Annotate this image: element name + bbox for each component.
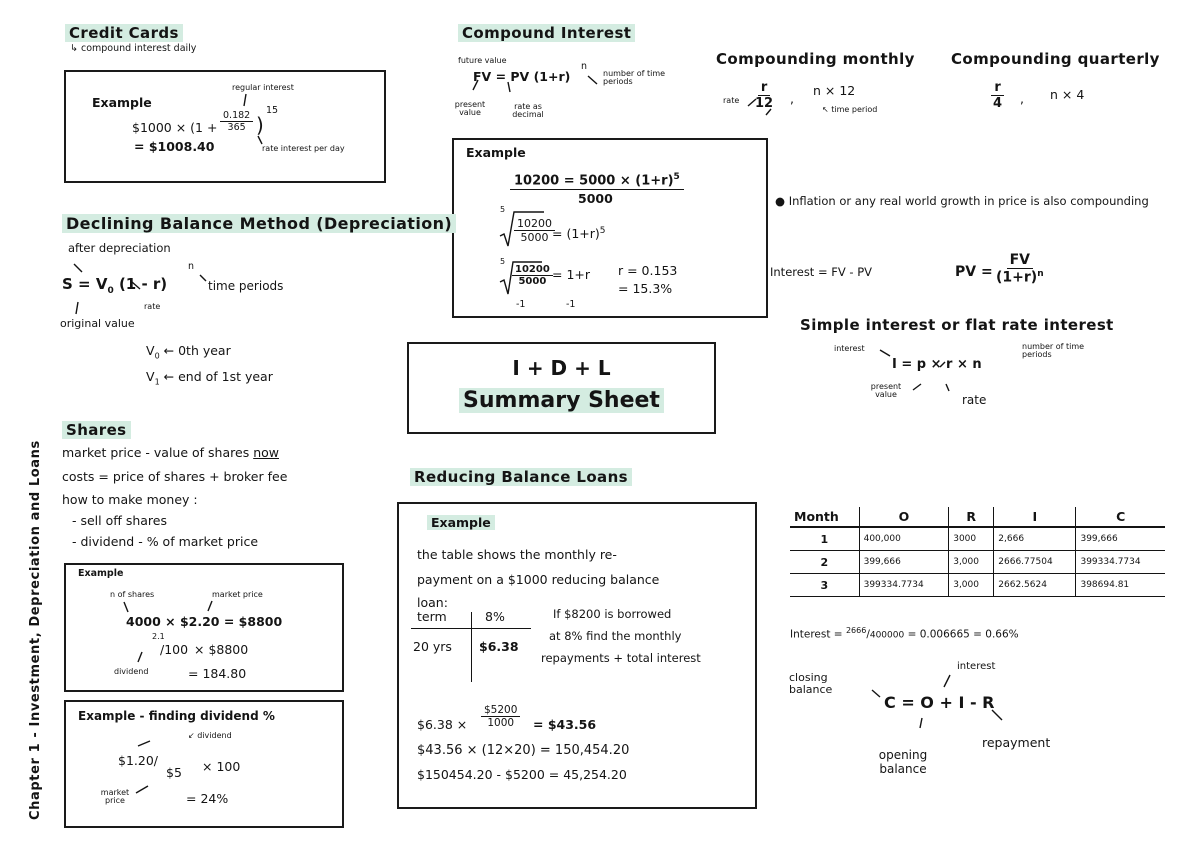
dividend-note: dividend [114,667,149,676]
loan-row-rate: $6.38 [479,639,519,654]
table-cell: 2,666 [994,527,1076,551]
table-cell: 3000 [949,527,994,551]
table-cell: 400,000 [859,527,949,551]
market-price-line: market price - value of shares now [62,445,279,460]
compound-heading: Compound Interest [458,24,635,42]
declining-formula: $S = V_0$ (1 - r) [62,275,168,296]
table-cell: 3,000 [949,574,994,597]
table-cell: 1 [790,527,859,551]
table-cell: 3 [790,574,859,597]
closing-formula: C = O + I - R [884,693,995,712]
dividend-frac-line: /100 [160,642,189,657]
loan-question-2: at 8% find the monthly [549,629,682,643]
table-cell: 3,000 [949,551,994,574]
loans-desc-2: payment on a $1000 reducing balance [417,572,660,587]
summary-box [407,342,716,434]
table-cell: 399,666 [1076,527,1165,551]
table-cell: 399334.7734 [1076,551,1165,574]
inflation-bullet: ● Inflation or any real world growth in price is also compounding [775,194,1149,208]
monthly-heading: Compounding monthly [716,50,915,68]
credit-cards-example-box [64,70,386,183]
loans-example-box [397,502,757,809]
loan-table-divider [471,612,472,682]
present-value-note: present value [454,100,486,118]
credit-fraction: $\frac{0.182}{365}$ [220,110,253,133]
n-shares-note: n of shares [110,590,155,599]
closing-interest-label: interest [957,661,996,672]
table-header: I [994,507,1076,527]
repayment-label: repayment [982,735,1051,750]
table-cell: 2662.5624 [994,574,1076,597]
loans-heading: Reducing Balance Loans [410,468,632,486]
declining-heading: Declining Balance Method (Depreciation) [62,214,456,233]
table-cell: 2666.77504 [994,551,1076,574]
dividend-num: 2.1 [152,632,165,641]
r-percent: = 15.3% [618,281,673,296]
root1-rhs: = $(1+r)^5$ [552,226,606,242]
compound-formula: FV = PV (1+r) [473,69,571,84]
credit-cards-heading: Credit Cards [65,24,183,42]
number-of-periods-note: number of time periods [603,69,666,87]
table-cell: 399334.7734 [859,574,949,597]
future-value-label: future value [458,56,507,65]
summary-line-1: I + D + L [512,356,611,380]
shares-example-box [64,563,344,692]
example-label: Example [92,95,152,110]
table-cell: 398694.81 [1076,574,1165,597]
simple-present-value: present value [870,382,902,400]
root-index-1: 5 [500,205,506,214]
dividend-market-note: market price [100,788,130,806]
table-header: R [949,507,994,527]
loan-calc-1-fraction: $\frac{\$5200}{1000}$ [481,704,520,729]
credit-result: = $1008.40 [134,139,215,154]
v1-line: $V_1$ ← end of 1st year [146,369,273,387]
loan-question-1: If $8200 is borrowed [553,607,672,621]
shares-result: = 184.80 [188,666,247,681]
credit-exponent: 15 [266,105,279,116]
monthly-comma: , [790,91,794,106]
quarterly-heading: Compounding quarterly [951,50,1160,68]
table-header: Month [790,507,859,527]
compound-eq1-den: 5000 [578,191,613,206]
minus-one-left: -1 [516,299,526,310]
table-header: O [859,507,949,527]
loan-row-term: 20 yrs [413,639,452,654]
table-cell: 399,666 [859,551,949,574]
table-cell: 2 [790,551,859,574]
dividend-result: = 24% [186,791,229,806]
compound-eq1: $10200 = 5000 \times (1+r)^5$ [510,172,684,190]
quarterly-comma: , [1020,91,1024,106]
regular-interest-note: regular interest [232,83,294,92]
interest-equation: Interest = FV - PV [770,265,873,279]
shares-line-2: × $8800 [194,642,249,657]
credit-rate-note: rate interest per day [262,144,345,153]
monthly-n-expr: n × 12 [813,83,856,98]
minus-one-right: -1 [566,299,576,310]
credit-formula-lead: $1000 × (1 + [132,120,218,135]
declining-exponent: n [188,261,195,272]
market-price-note: market price [212,590,263,599]
time-periods-note: time periods [208,279,284,293]
repayment-table [790,507,1165,597]
credit-cards-note: ↳ compound interest daily [70,43,197,54]
dividend-denominator: $5 [166,765,182,780]
how-to-make-money: how to make money : [62,492,198,507]
loan-question-3: repayments + total interest [541,651,701,665]
loan-col-term: term [417,609,447,624]
chapter-title: Chapter 1 - Investment, Depreciation and Loans [28,440,43,820]
table-row [790,527,1165,551]
loans-desc-3: loan: [417,595,448,610]
r-value: r = 0.153 [618,263,678,278]
table-row [790,551,1165,574]
shares-line-1: 4000 × $2.20 = $8800 [126,614,283,629]
simple-interest-heading: Simple interest or flat rate interest [800,316,1114,334]
dividend-multiplier: × 100 [202,759,241,774]
table-row [790,574,1165,597]
opening-balance-label: opening balance [878,748,928,777]
dividend-example-label: Example - finding dividend % [78,709,275,723]
dividend-arrow-note: ↙ dividend [188,731,232,740]
closing-balance-label: closing balance [789,671,833,697]
root1-fraction: $\frac{10200}{5000}$ [514,217,555,244]
loan-calc-2: $43.56 × (12×20) = 150,454.20 [417,743,630,758]
monthly-time-period: ↖ time period [822,105,878,114]
after-depreciation-note: after depreciation [68,241,171,255]
example-label: Example [427,516,495,530]
quarterly-n-expr: n × 4 [1050,87,1085,102]
root2-fraction: $\frac{10200}{5000}$ [512,264,553,287]
v0-line: $V_0$ ← 0th year [146,343,231,361]
costs-line: costs = price of shares + broker fee [62,469,288,484]
credit-close-paren: ) [256,113,264,137]
dividend-numerator: $1.20/ [118,753,159,768]
example-label: Example [78,568,124,579]
simple-interest-label: interest [834,344,865,353]
compound-example-box [452,138,768,318]
root2-rhs: = 1+r [552,267,591,282]
pv-fraction: $\frac{FV}{(1+r)^n}$ [996,252,1044,286]
dividend-example-box [64,700,344,828]
summary-line-2: Summary Sheet [409,388,714,413]
table-header: C [1076,507,1165,527]
loans-desc-1: the table shows the monthly re- [417,547,617,562]
compound-exponent: n [581,61,588,72]
monthly-fraction: $\frac{r}{12}$ [755,80,774,111]
rate-decimal-note: rate as decimal [512,102,544,120]
pv-label: PV = [955,264,993,280]
simple-formula: I = p × r × n [892,357,982,372]
quarterly-fraction: $\frac{r}{4}$ [993,80,1003,111]
shares-heading: Shares [62,421,131,439]
simple-rate-note: rate [962,393,987,407]
simple-periods-note: number of time periods [1022,342,1085,360]
loan-calc-1-lead: $6.38 × [417,717,468,732]
loan-calc-1-result: = $43.56 [533,717,597,732]
interest-calculation: Interest = $^{2666}$/400000 = 0.006665 = 0.66% [790,626,1019,641]
loan-calc-3: $150454.20 - $5200 = 45,254.20 [417,767,627,782]
original-value-note: original value [60,317,135,330]
loan-col-rate: 8% [485,609,505,624]
example-label: Example [466,145,526,160]
shares-item-2: - dividend - % of market price [72,534,259,549]
root-index-2: 5 [500,257,506,266]
rate-note: rate [144,302,161,311]
monthly-rate-label: rate [723,96,740,105]
shares-item-1: - sell off shares [72,513,168,528]
